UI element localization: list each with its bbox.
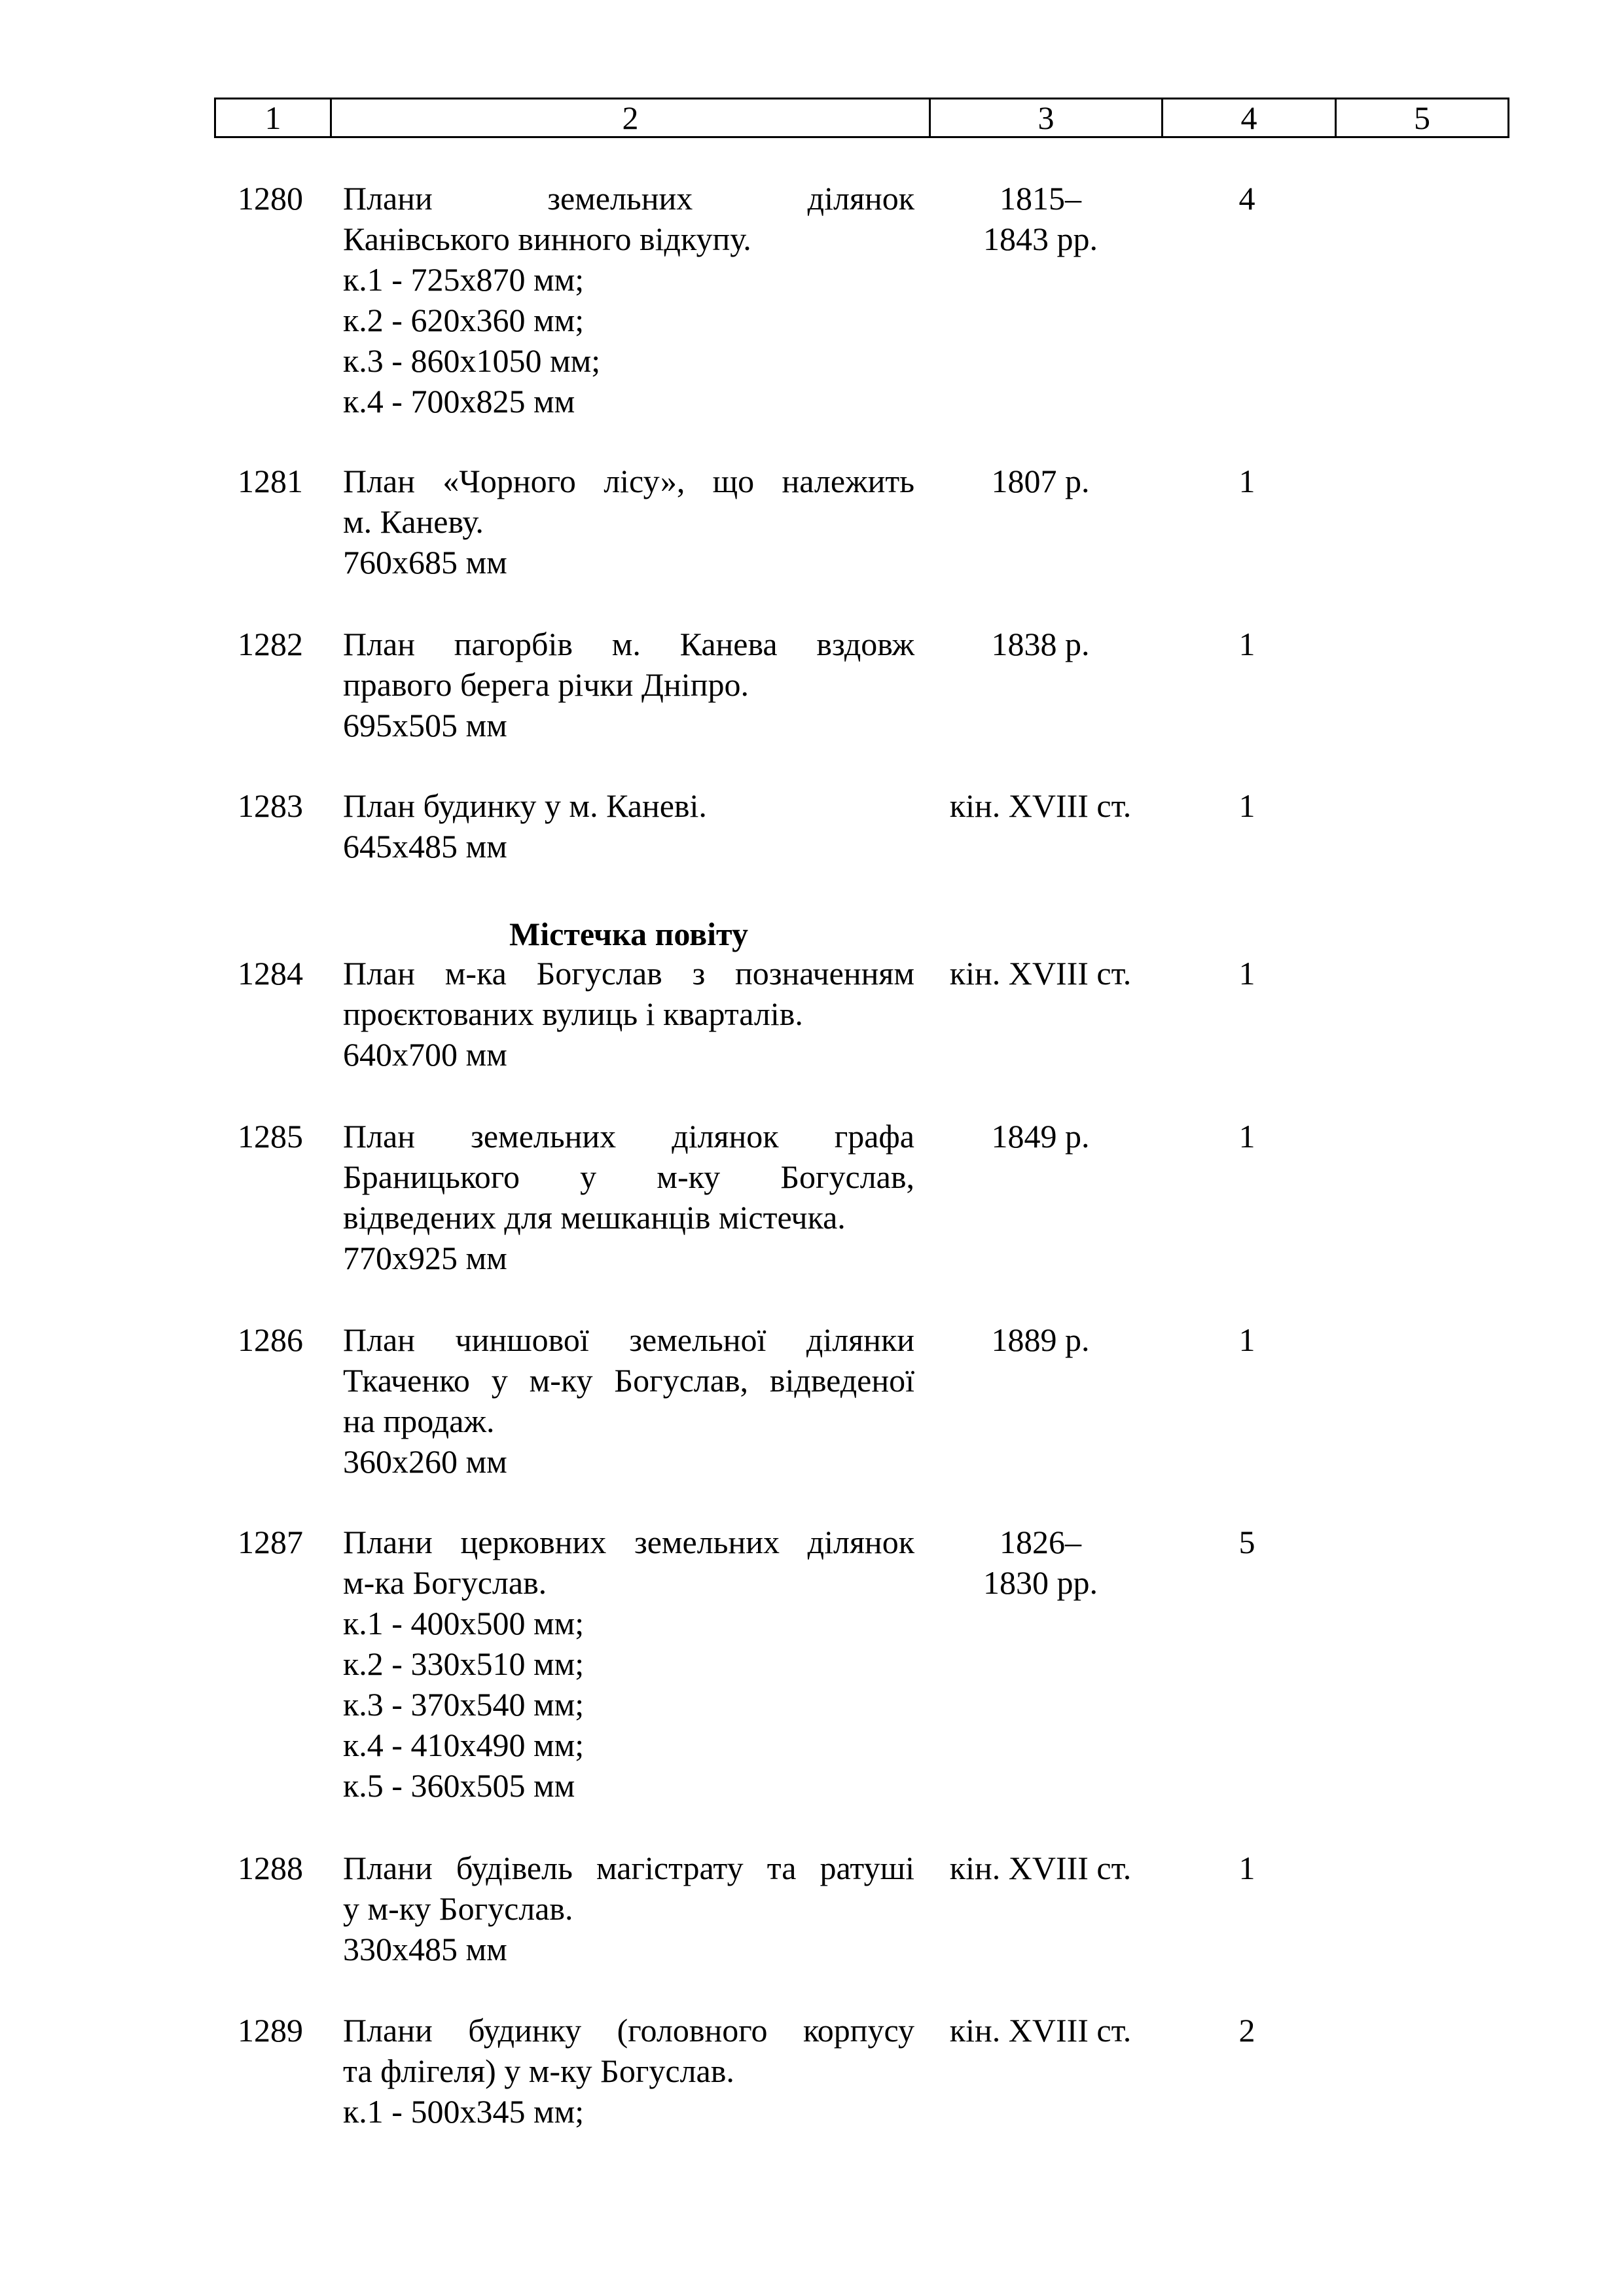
column-header-row — [214, 98, 1509, 138]
item-description — [343, 1319, 914, 1482]
date-line: 1830 рр. — [983, 1564, 1098, 1601]
description-line: у м-ку Богуслав. — [343, 1890, 573, 1927]
description-line: м-ка Богуслав. — [343, 1564, 547, 1601]
item-count: 1 — [1238, 1850, 1255, 1886]
description-line: на продаж. — [343, 1403, 495, 1439]
date-line: 1807 р. — [991, 463, 1090, 499]
date-line: кін. XVIII ст. — [949, 955, 1132, 992]
description-line: та флігеля) у м-ку Богуслав. — [343, 2053, 734, 2089]
date-line: 1849 р. — [991, 1118, 1090, 1155]
item-count: 5 — [1238, 1524, 1255, 1560]
description-line: План «Чорного лісу», що належить — [343, 463, 914, 499]
item-count: 2 — [1238, 2012, 1255, 2049]
item-description — [343, 785, 914, 867]
description-line: відведених для мешканців містечка. — [343, 1199, 846, 1236]
description-line: к.1 - 725х870 мм; — [343, 261, 585, 298]
item-date — [924, 1319, 1157, 1360]
item-number: 1288 — [238, 1850, 303, 1886]
item-date — [924, 2010, 1157, 2051]
column-header-2: 2 — [332, 99, 931, 136]
item-number: 1287 — [238, 1524, 303, 1560]
date-line: 1838 р. — [991, 626, 1090, 662]
item-description — [343, 1522, 914, 1806]
date-line: кін. XVIII ст. — [949, 787, 1132, 824]
date-line: 1889 р. — [991, 1321, 1090, 1358]
description-line: к.3 - 860х1050 мм; — [343, 342, 601, 379]
description-line: 695х505 мм — [343, 707, 507, 744]
item-date — [924, 624, 1157, 664]
description-line: к.5 - 360х505 мм — [343, 1767, 575, 1804]
column-header-1: 1 — [216, 99, 332, 136]
description-line: 330х485 мм — [343, 1931, 507, 1967]
description-line: План будинку у м. Каневі. — [343, 787, 707, 824]
date-line: кін. XVIII ст. — [949, 2012, 1132, 2049]
description-line: к.2 - 620х360 мм; — [343, 302, 585, 338]
description-line: 760х685 мм — [343, 544, 507, 581]
date-line: 1815– — [1000, 180, 1081, 217]
description-line: Канівського винного відкупу. — [343, 221, 751, 257]
description-line: к.4 - 700х825 мм — [343, 383, 575, 420]
item-date — [924, 1522, 1157, 1603]
description-line: к.3 - 370х540 мм; — [343, 1686, 585, 1723]
description-line: Плани будинку (головного корпусу — [343, 2012, 914, 2049]
description-line: к.4 - 410х490 мм; — [343, 1727, 585, 1763]
item-number: 1286 — [238, 1321, 303, 1358]
description-line: Ткаченко у м-ку Богуслав, відведеної — [343, 1362, 914, 1399]
item-count: 1 — [1238, 955, 1255, 992]
description-line: Браницького у м-ку Богуслав, — [343, 1158, 914, 1195]
item-number: 1282 — [238, 626, 303, 662]
description-line: м. Каневу. — [343, 503, 484, 540]
description-line: План земельних ділянок графа — [343, 1118, 914, 1155]
item-number: 1283 — [238, 787, 303, 824]
item-description — [343, 624, 914, 745]
item-count: 1 — [1238, 1118, 1255, 1155]
description-line: Плани будівель магістрату та ратуші — [343, 1850, 914, 1886]
item-count: 1 — [1238, 626, 1255, 662]
item-count: 1 — [1238, 787, 1255, 824]
column-header-4: 4 — [1163, 99, 1337, 136]
date-line: кін. XVIII ст. — [949, 1850, 1132, 1886]
description-line: 645х485 мм — [343, 828, 507, 865]
description-line: План м-ка Богуслав з позначенням — [343, 955, 914, 992]
item-date — [924, 1848, 1157, 1888]
description-line: к.1 - 400х500 мм; — [343, 1605, 585, 1641]
description-line: План чиншової земельної ділянки — [343, 1321, 914, 1358]
item-count: 4 — [1238, 180, 1255, 217]
item-description — [343, 178, 914, 422]
description-line: 770х925 мм — [343, 1240, 507, 1276]
item-date — [924, 953, 1157, 994]
item-number: 1285 — [238, 1118, 303, 1155]
description-line: 360х260 мм — [343, 1443, 507, 1480]
item-date — [924, 178, 1157, 259]
date-line: 1826– — [1000, 1524, 1081, 1560]
section-title: Містечка повіту — [509, 916, 748, 952]
description-line: План пагорбів м. Канева вздовж — [343, 626, 914, 662]
item-date — [924, 1116, 1157, 1157]
description-line: правого берега річки Дніпро. — [343, 666, 749, 703]
column-header-3: 3 — [931, 99, 1163, 136]
description-line: Плани церковних земельних ділянок — [343, 1524, 914, 1560]
item-description — [343, 1116, 914, 1278]
date-line: 1843 рр. — [983, 221, 1098, 257]
description-line: к.2 - 330х510 мм; — [343, 1645, 585, 1682]
item-number: 1284 — [238, 955, 303, 992]
item-count: 1 — [1238, 463, 1255, 499]
description-line: проєктованих вулиць і кварталів. — [343, 996, 803, 1032]
item-date — [924, 785, 1157, 826]
description-line: 640х700 мм — [343, 1036, 507, 1073]
item-description — [343, 461, 914, 583]
item-count: 1 — [1238, 1321, 1255, 1358]
item-number: 1289 — [238, 2012, 303, 2049]
item-date — [924, 461, 1157, 501]
column-header-5: 5 — [1414, 99, 1430, 136]
item-number: 1281 — [238, 463, 303, 499]
item-description — [343, 953, 914, 1075]
description-line: Плани земельних ділянок — [343, 180, 914, 217]
item-description — [343, 2010, 914, 2132]
description-line: к.1 - 500х345 мм; — [343, 2093, 585, 2130]
item-description — [343, 1848, 914, 1969]
item-number: 1280 — [238, 180, 303, 217]
